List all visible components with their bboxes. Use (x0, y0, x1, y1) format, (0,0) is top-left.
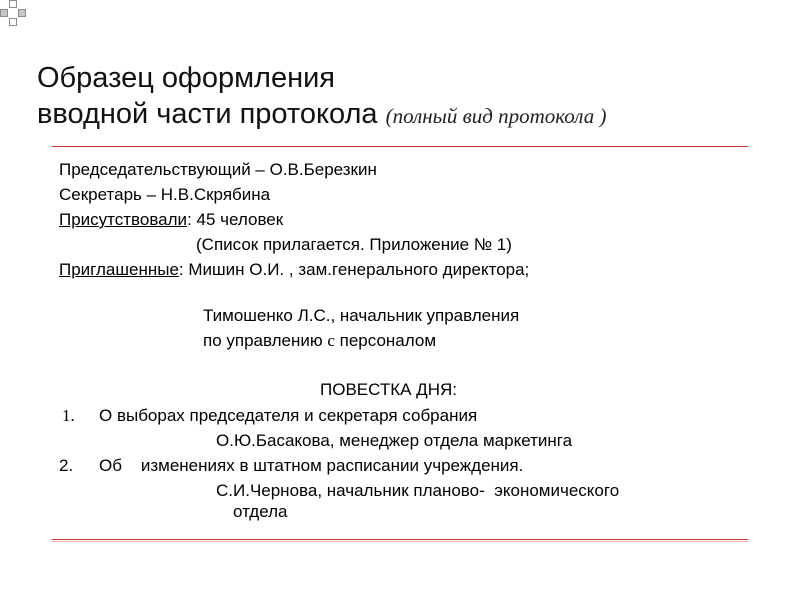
present-label: Присутствовали (59, 210, 188, 229)
title-subtitle: (полный вид протокола ) (385, 104, 607, 128)
invited2-line-2 (203, 331, 436, 351)
present-line (59, 210, 283, 230)
chair-label: Председательствующий (59, 160, 251, 179)
agenda-item-2-speaker-line-1: С.И.Чернова, начальник планово- экономического (216, 481, 620, 500)
bottom-divider-shadow (52, 541, 748, 542)
agenda-heading: ПОВЕСТКА ДНЯ: (320, 380, 457, 399)
list-note: (Список прилагается. Приложение № 1) (196, 235, 512, 254)
invited2-text-c: персоналом (334, 331, 437, 350)
agenda-item-1-speaker: О.Ю.Басакова, менеджер отдела маркетинга (216, 431, 573, 450)
invited2-text-b: с (327, 331, 335, 350)
decor-square (18, 9, 26, 17)
secretary-line (59, 185, 270, 205)
agenda-item-2-text: Об изменениях в штатном расписании учреждения. (99, 456, 524, 475)
title-line-2-text: вводной части протокола (37, 98, 378, 130)
agenda-item-1-number: 1. (62, 406, 75, 425)
invited2-line-1: Тимошенко Л.С., начальник управления (203, 306, 520, 325)
agenda-item-2-number: 2. (59, 456, 74, 475)
secretary-label: Секретарь (59, 185, 142, 204)
title-line-2 (37, 96, 606, 134)
present-value: : 45 человек (187, 210, 284, 229)
invited2-text-a: по управлению (203, 331, 328, 350)
decor-square (0, 9, 8, 17)
agenda-item-1-text: О выборах председателя и секретаря собрания (99, 406, 478, 425)
agenda-item-2-speaker-line-2: отдела (233, 502, 288, 521)
title-line-1: Образец оформления (37, 62, 336, 94)
secretary-value: – Н.В.Скрябина (141, 185, 271, 204)
chair-value: – О.В.Березкин (250, 160, 377, 179)
slide-title (37, 60, 606, 134)
invited-line (59, 260, 529, 280)
decor-square (9, 0, 17, 8)
chair-line (59, 160, 377, 180)
decor-square (9, 18, 17, 26)
title-divider (52, 146, 748, 147)
invited-value: : Мишин О.И. , зам.генерального директора; (178, 260, 530, 279)
bottom-divider (52, 539, 748, 540)
invited-label: Приглашенные (59, 260, 179, 279)
